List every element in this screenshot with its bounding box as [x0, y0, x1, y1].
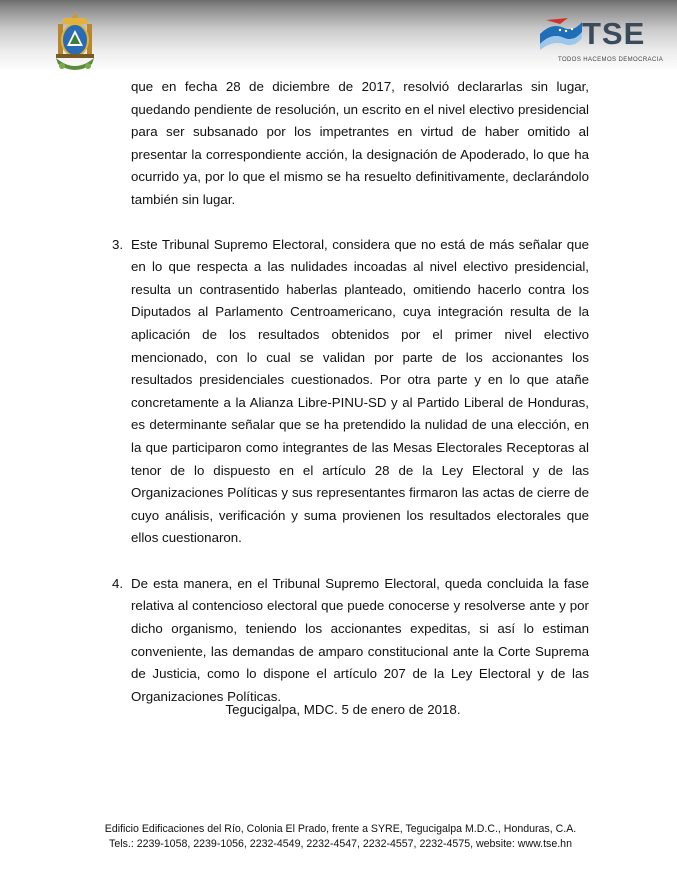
item-number: 3. [112, 236, 124, 252]
item-number: 4. [112, 575, 124, 591]
tse-logo-text: TSE [582, 16, 646, 51]
numbered-item-4 [112, 573, 589, 709]
item-text: De esta manera, en el Tribunal Supremo Electoral, queda concluida la fase relativa al contencioso electoral que puede conocerse y resolverse ante y por dicho organismo, teniendo los accionantes expeditas, si así lo estiman conveniente, las demandas de amparo constitucional ante la Corte Suprema de Justicia, como lo dispone el artículo 207 de la Ley Electoral y de las Organizaciones Políticas. [131, 575, 589, 704]
numbered-item-3 [112, 234, 589, 550]
honduras-coat-of-arms-icon [52, 10, 98, 74]
footer-contact: Tels.: 2239-1058, 2239-1056, 2232-4549, 2232-4547, 2232-4557, 2232-4575, website: www.tse.hn [109, 838, 572, 850]
letterhead-footer [0, 822, 677, 852]
item-text: Este Tribunal Supremo Electoral, considera que no está de más señalar que en lo que respecta a las nulidades incoadas al nivel electivo presidencial, resulta un contrasentido haberlas planteado, omitiendo hacerlo contra los Diputados al Parlamento Centroamericano, cuya integración resulta de la aplicación de los resultados obtenidos por el primer nivel electivo mencionado, con lo cual se validan por parte de los accionantes los resultados presidenciales cuestionados. Por otra parte y en lo que atañe concretamente a la Alianza Libre-PINU-SD y al Partido Liberal de Honduras, es determinante señalar que se ha pretendido la nulidad de una elección, en la que participaron como integrantes de las Mesas Electorales Receptoras al tenor de lo dispuesto en el artículo 28 de la Ley Electoral y de las Organizaciones Políticas y sus representantes firmaron las actas de cierre de cuyo análisis, verificación y suma provienen los resultados electorales que ellos cuestionaron. [131, 236, 589, 546]
tse-logo-slogan: TODOS HACEMOS DEMOCRACIA [558, 57, 664, 63]
footer-address: Edificio Edificaciones del Río, Colonia El Prado, frente a SYRE, Tegucigalpa M.D.C., Honduras, C.A. [104, 823, 577, 835]
tse-logo [536, 16, 664, 72]
letterhead-banner [0, 0, 677, 72]
document-body [112, 76, 589, 708]
place-date-text: Tegucigalpa, MDC. 5 de enero de 2018. [225, 702, 461, 717]
continued-paragraph: que en fecha 28 de diciembre de 2017, resolvió declararlas sin lugar, quedando pendiente de resolución, un escrito en el nivel electivo presidencial para ser subsanado por los impetrantes en virtud de haber omitido al presentar la correspondiente acción, la designación de Apoderado, lo que ha ocurrido ya, por lo que el mismo se ha resuelto definitivamente, declarándolo también sin lugar. [131, 79, 589, 207]
place-date-line [0, 702, 677, 717]
tse-flag-icon [538, 16, 584, 54]
